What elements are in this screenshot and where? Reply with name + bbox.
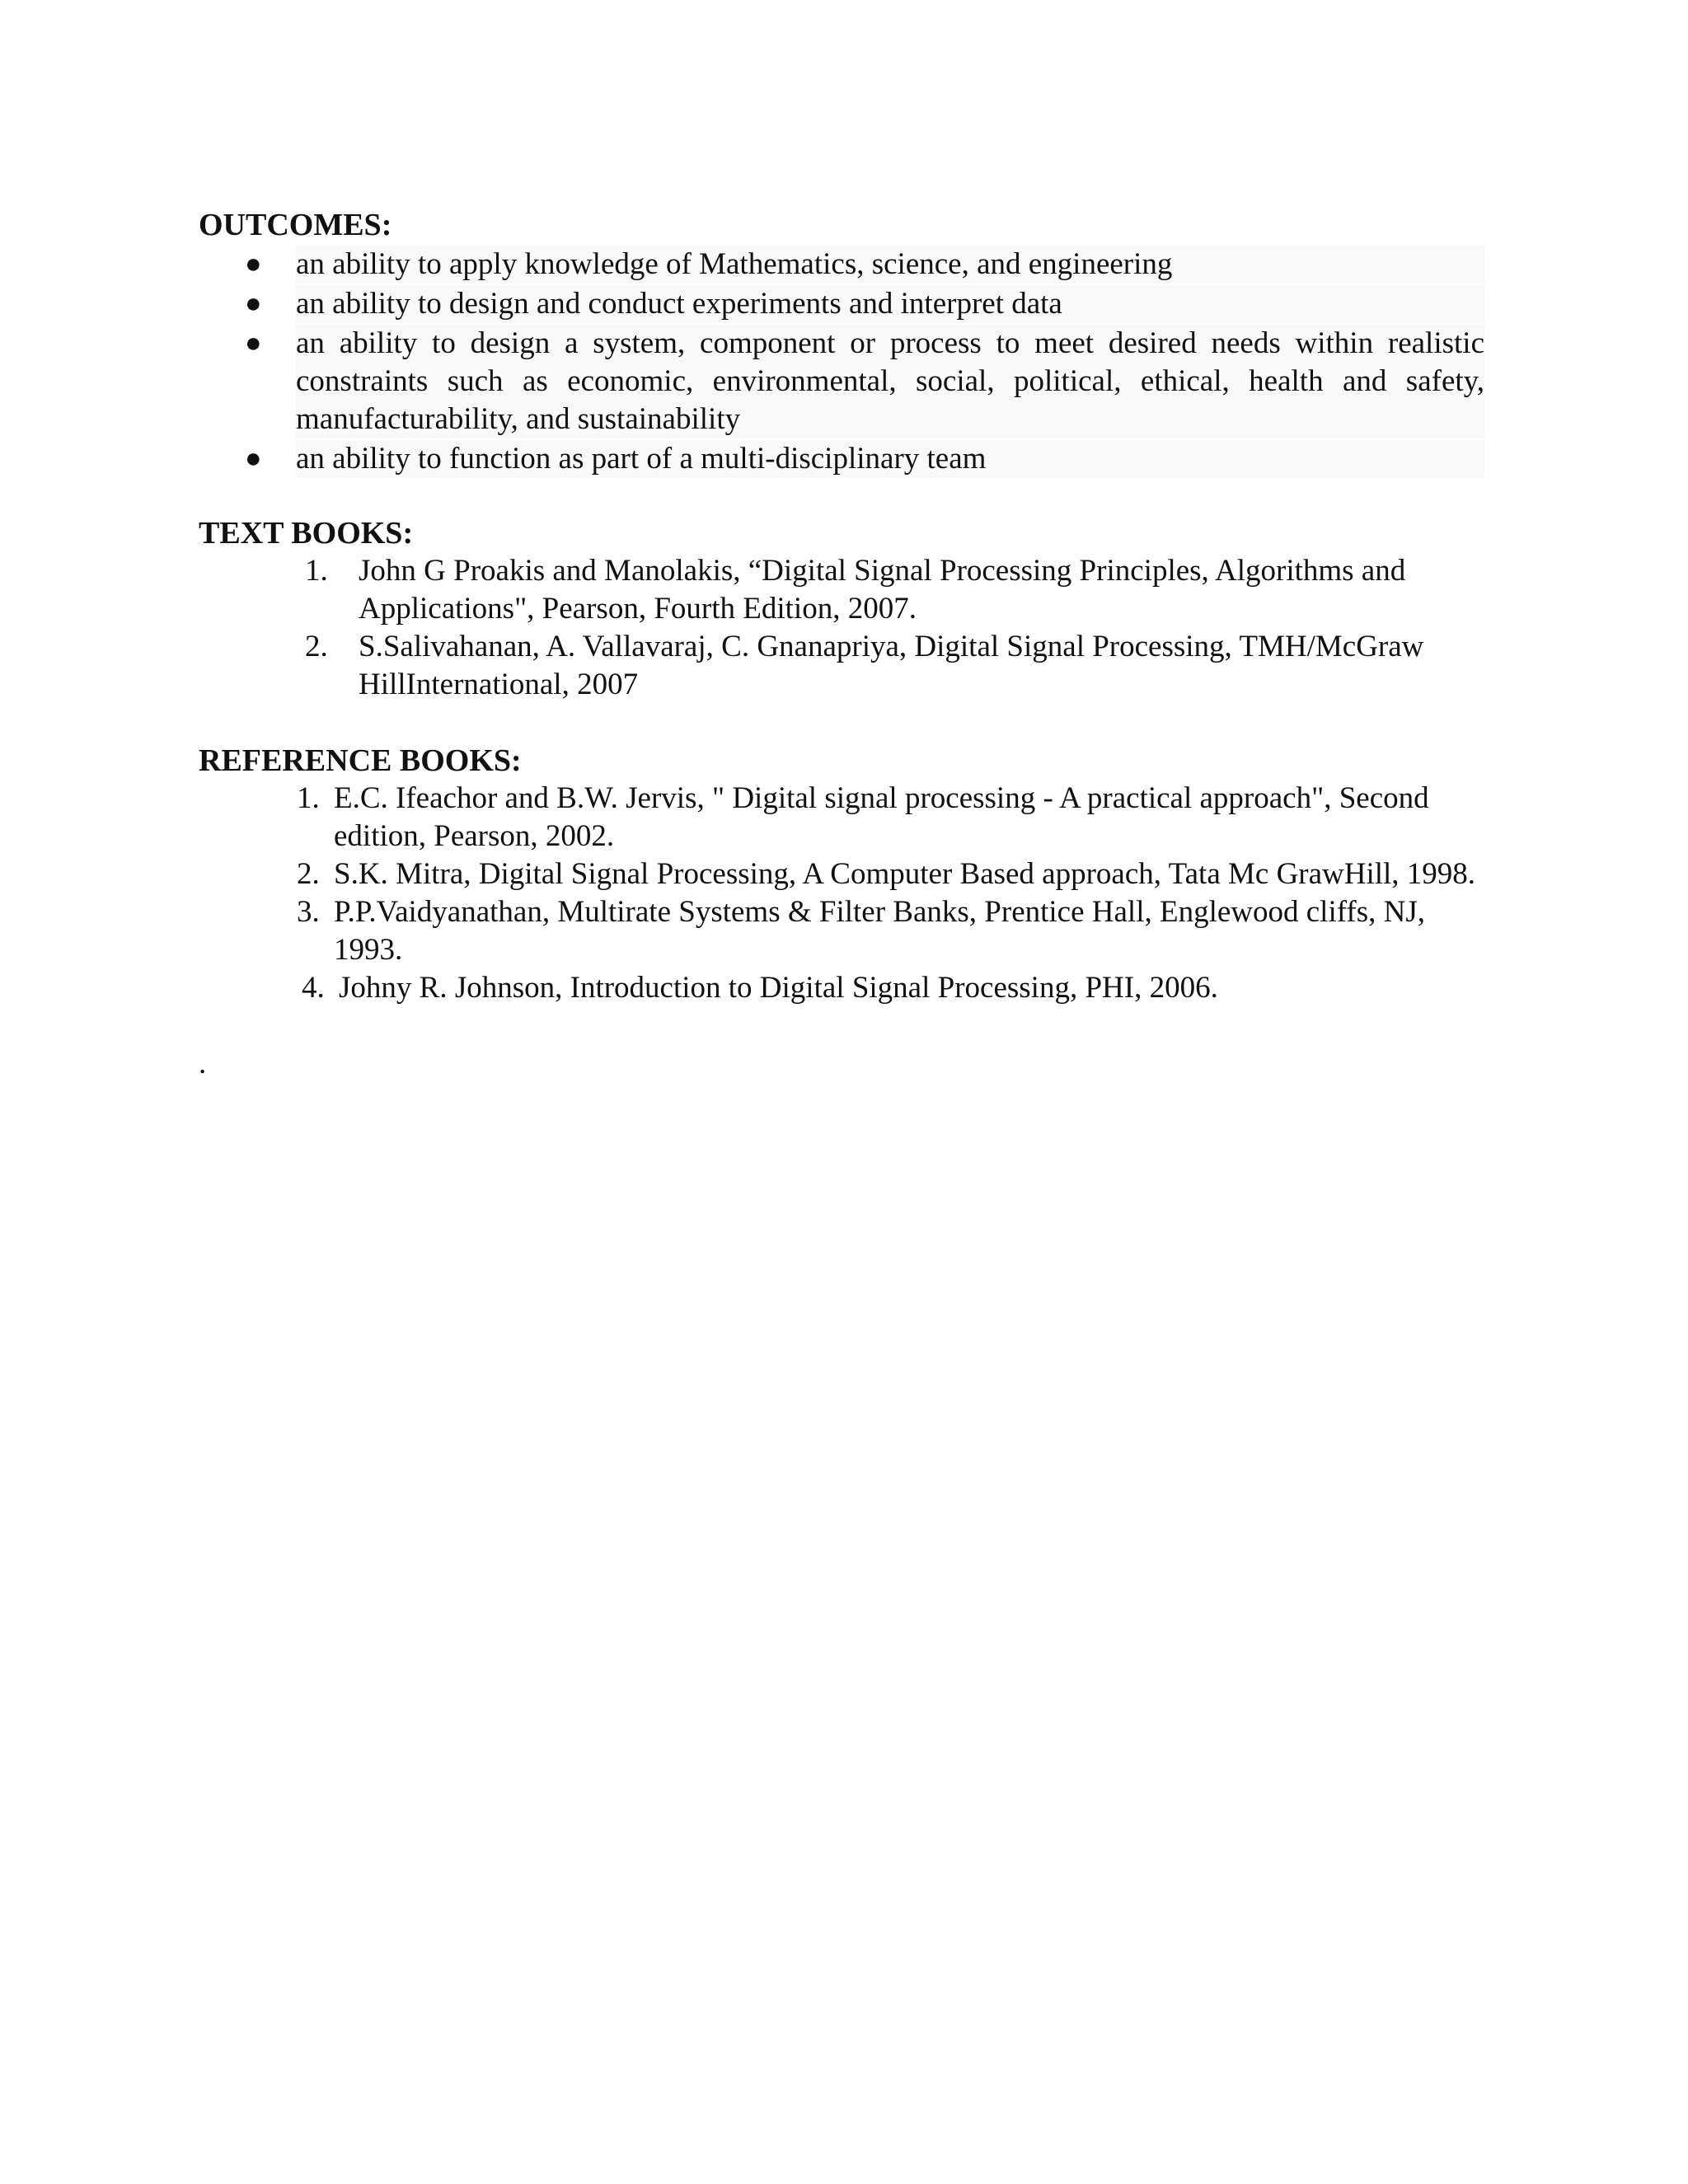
outcome-text: an ability to design and conduct experiments and interpret data xyxy=(296,285,1484,323)
reference-books-heading: REFERENCE BOOKS: xyxy=(199,743,522,778)
list-item xyxy=(305,552,1459,628)
item-number: 1. xyxy=(297,781,320,815)
outcomes-heading: OUTCOMES: xyxy=(199,208,392,242)
item-number: 3. xyxy=(297,895,320,929)
reference-books-list xyxy=(297,780,1492,1007)
book-citation: E.C. Ifeachor and B.W. Jervis, " Digital signal processing - A practical approach", Second edition, Pearson, 2002. xyxy=(334,781,1429,853)
list-item xyxy=(297,780,1492,855)
list-item xyxy=(199,440,1484,478)
item-number: 2. xyxy=(297,857,320,891)
book-citation: S.Salivahanan, A. Vallavaraj, C. Gnanapriya, Digital Signal Processing, TMH/McGraw HillInternational, 2007 xyxy=(359,630,1424,701)
book-citation: Johny R. Johnson, Introduction to Digital Signal Processing, PHI, 2006. xyxy=(339,971,1218,1005)
book-citation: S.K. Mitra, Digital Signal Processing, A Computer Based approach, Tata Mc GrawHill, 1998. xyxy=(334,857,1476,891)
bullet-icon: ● xyxy=(245,249,262,279)
outcome-text: an ability to function as part of a multi-disciplinary team xyxy=(296,440,1484,478)
list-item xyxy=(199,285,1484,323)
list-item xyxy=(199,246,1484,284)
text-books-heading: TEXT BOOKS: xyxy=(199,516,414,551)
outcome-text: an ability to apply knowledge of Mathematics, science, and engineering xyxy=(296,246,1484,284)
list-item xyxy=(297,855,1492,893)
text-books-list xyxy=(305,552,1459,704)
bullet-icon: ● xyxy=(245,328,262,359)
item-number: 1. xyxy=(305,554,328,588)
book-citation: P.P.Vaidyanathan, Multirate Systems & Filter Banks, Prentice Hall, Englewood cliffs, NJ, 1993. xyxy=(334,895,1425,967)
item-number: 2. xyxy=(305,630,328,663)
list-item xyxy=(199,325,1484,438)
book-citation: John G Proakis and Manolakis, “Digital Signal Processing Principles, Algorithms and Applications", Pearson, Fourth Edition, 2007. xyxy=(359,554,1406,626)
list-item xyxy=(305,628,1459,704)
bullet-icon: ● xyxy=(245,443,262,474)
outcome-text: an ability to design a system, component or process to meet desired needs within realistic constraints such as economic, environmental, social, political, ethical, health and safety, manufacturability, and sustainability xyxy=(296,325,1484,438)
list-item xyxy=(297,969,1492,1007)
trailing-mark: . xyxy=(199,1047,207,1080)
list-item xyxy=(297,893,1492,969)
bullet-icon: ● xyxy=(245,288,262,319)
outcomes-list xyxy=(199,246,1484,480)
item-number: 4. xyxy=(302,971,325,1005)
